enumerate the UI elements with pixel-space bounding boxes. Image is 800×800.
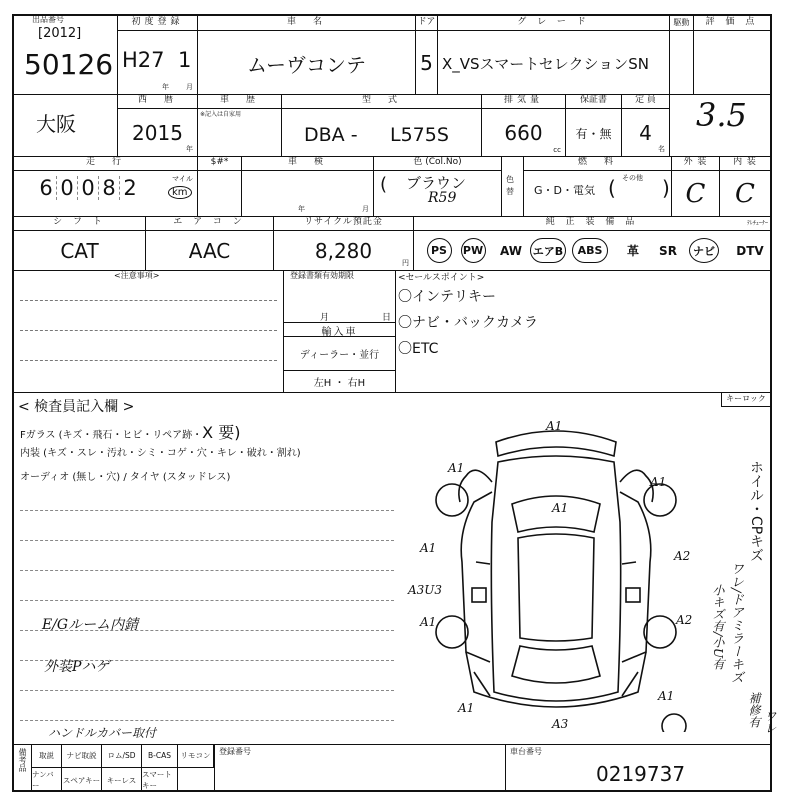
- damage-mark: A1: [552, 501, 569, 515]
- key-lock-label: キーロック: [726, 394, 766, 403]
- fuel-value: G・D・電気: [534, 184, 595, 197]
- warranty-value: 有・無: [575, 126, 612, 141]
- aircon-label: エ ア コ ン: [146, 216, 273, 231]
- inspection-month: 月: [362, 205, 369, 213]
- exterior-cell: [672, 156, 720, 216]
- western-year-unit: 年: [186, 145, 193, 153]
- interior-cell: [720, 156, 770, 216]
- row-mileage: [14, 156, 770, 217]
- model-prefix: DBA -: [304, 124, 358, 146]
- shift: CAT: [60, 239, 99, 263]
- damage-mark: A1: [650, 475, 667, 489]
- score-value: 3.5: [696, 96, 747, 134]
- history-note: ※記入は自家用: [200, 111, 242, 118]
- sales-label: <セールスポイント>: [398, 273, 485, 283]
- row-bottom: [14, 744, 770, 792]
- damage-mark: A2: [674, 549, 691, 563]
- fuel-paren-r: ): [662, 176, 670, 200]
- item-keyless: キーレス: [102, 768, 142, 792]
- fuel-label: 燃 料: [524, 156, 671, 171]
- capacity-unit: 名: [658, 145, 665, 153]
- damage-mark: A1: [658, 689, 675, 703]
- fuel-paren-l: (: [608, 176, 616, 200]
- reg-expiry-label: 登録書類有効期限: [290, 271, 354, 280]
- right-note-b: ワレ/ドアミラーキズ: [728, 562, 743, 684]
- bottom-header-cell: [14, 744, 32, 792]
- exterior-grade: C: [685, 179, 706, 209]
- handwritten-note-handle: ハンドルカバー取付: [48, 726, 157, 740]
- score-cell: [694, 16, 770, 94]
- color-code: R59: [428, 190, 457, 206]
- color-change-cell: [502, 156, 524, 216]
- western-year-cell: [118, 94, 198, 156]
- history-label: 車 歴: [198, 94, 281, 109]
- right-note-a: ホイル・CPキズ: [748, 460, 764, 563]
- model-cell: [282, 94, 482, 156]
- fuel-cell: [524, 156, 672, 216]
- row-equipment: [14, 216, 770, 271]
- auction-sheet: [12, 14, 777, 792]
- equip-navi: ナビ: [686, 231, 722, 270]
- tuner-label: ﾃﾚﾁｭｰﾅｰ: [746, 220, 768, 227]
- inspector-area: [14, 392, 777, 745]
- equip-dtv: DTV: [736, 243, 764, 258]
- inspection-cell: [242, 156, 374, 216]
- damage-mark: A1: [420, 541, 437, 555]
- location-cell: [14, 94, 118, 156]
- grade-cell: [438, 16, 670, 94]
- grade: X_VSスマートセレクションSN: [442, 54, 649, 73]
- item-bcas: B-CAS: [142, 744, 178, 768]
- caution-cell: [14, 270, 284, 392]
- color-change-label: 色替: [506, 175, 514, 196]
- reg-month: 月: [320, 313, 330, 323]
- item-navi-manual: ナビ取説: [62, 744, 102, 768]
- mileage-mile: マイル: [172, 175, 193, 183]
- mileage-cell: [14, 156, 198, 216]
- drive-cell: [670, 16, 694, 94]
- import-label: 輸入車: [321, 327, 358, 338]
- item-remote: リモコン: [178, 744, 214, 768]
- model-code: L575S: [390, 124, 449, 146]
- caution-label: <注意事項>: [114, 271, 160, 280]
- recycle-label: リサイクル預託金: [274, 216, 413, 231]
- capacity-cell: [622, 94, 670, 156]
- damage-mark: A1: [420, 615, 437, 629]
- yen-unit: 円: [402, 259, 409, 267]
- sharp-cell: [198, 156, 242, 216]
- fglass-mark: X 要): [202, 423, 241, 442]
- lot-cell: [14, 16, 118, 94]
- equip-pw: PW: [456, 231, 490, 270]
- row-spec: [14, 94, 770, 157]
- displacement-cell: [482, 94, 566, 156]
- equip-abs: ABS: [570, 231, 610, 270]
- car-name-label: 車 名: [198, 16, 415, 31]
- color-paren: (: [380, 174, 388, 195]
- equip-ps: PS: [424, 231, 454, 270]
- aircon: AAC: [188, 239, 231, 263]
- mileage-km: km: [168, 186, 192, 199]
- equipment-label: 純 正 装 備 品: [414, 216, 770, 231]
- car-diagram: [406, 392, 706, 732]
- equipment-list: [414, 231, 770, 270]
- year-bracket: [2012]: [38, 26, 82, 41]
- right-note-e: 補修有: [747, 692, 761, 728]
- western-year-label: 西 暦: [118, 94, 197, 109]
- handwritten-note-paint: 外装Pハゲ: [44, 659, 110, 675]
- aircon-cell: [146, 216, 274, 270]
- inspector-title: < 検査員記入欄 >: [18, 399, 135, 415]
- reg-number-cell: [214, 744, 506, 792]
- inspector-line2: 内装 (キズ・スレ・汚れ・シミ・コゲ・穴・キレ・破れ・割れ): [20, 448, 301, 459]
- warranty-cell: [566, 94, 622, 156]
- equipment-cell: [414, 216, 770, 270]
- exterior-label: 外 装: [672, 156, 719, 171]
- dealer: ディーラー・並行: [299, 350, 380, 361]
- shift-label: シ フ ト: [14, 216, 145, 231]
- damage-mark: A1: [546, 419, 563, 433]
- shift-cell: [14, 216, 146, 270]
- score-label: 評 価 点: [694, 16, 770, 31]
- row-notes: [14, 270, 770, 393]
- item-rom-sd: ロム/SD: [102, 744, 142, 768]
- inspector-line1: [20, 420, 240, 443]
- chassis-label: 車台番号: [510, 747, 542, 756]
- door-label: ドア: [416, 16, 437, 31]
- inspection-year: 年: [298, 205, 305, 213]
- item-number: ナンバー: [32, 768, 62, 792]
- equip-aw: AW: [500, 243, 522, 258]
- damage-mark: A1: [458, 701, 475, 715]
- door-cell: [416, 16, 438, 94]
- chassis-cell: [506, 744, 770, 792]
- interior-label: 内 装: [720, 156, 770, 171]
- car-name: ムーヴコンテ: [247, 52, 366, 77]
- reg-number-label: 登録番号: [219, 747, 251, 756]
- capacity-label: 定 員: [622, 94, 669, 109]
- lot-number: 50126: [24, 48, 114, 81]
- mileage-label: 走 行: [14, 156, 197, 171]
- grade-label: グ レ ー ド: [438, 16, 669, 31]
- first-reg-label: 初度登録: [118, 16, 197, 31]
- first-reg-era: H27: [122, 48, 165, 72]
- chassis-number: 0219737: [596, 762, 686, 786]
- month-unit: 月: [186, 83, 193, 91]
- sales-cell: [396, 270, 770, 392]
- item-manual: 取説: [32, 744, 62, 768]
- recycle-cell: [274, 216, 414, 270]
- color-label: 色 (Col.No): [374, 156, 501, 171]
- right-note-d: ワレ: [763, 710, 777, 734]
- doors: 5: [420, 51, 433, 75]
- damage-mark: A2: [676, 613, 693, 627]
- drive-label: 駆動: [670, 16, 693, 31]
- recycle: 8,280: [314, 239, 373, 263]
- capacity: 4: [639, 121, 652, 145]
- item-smart-key: スマートキー: [142, 768, 178, 792]
- handwritten-note-engine: E/Gルーム内錆: [42, 617, 139, 633]
- right-note-c: 小キズ有/小U有: [711, 584, 725, 671]
- color-name: ブラウン: [406, 174, 467, 192]
- damage-mark: A1: [448, 461, 465, 475]
- mileage-digits: [36, 176, 140, 200]
- mileage-digit: 0: [57, 176, 78, 200]
- sales-point-2: 〇ナビ・バックカメラ: [398, 315, 538, 331]
- mileage-digit: 2: [123, 176, 137, 200]
- key-lock-box: [721, 392, 770, 407]
- handle: 左H ・ 右H: [313, 378, 366, 389]
- row-header: [14, 16, 770, 95]
- damage-mark: A3: [552, 717, 569, 731]
- equip-airbag: エアB: [528, 231, 568, 270]
- equip-leather: 革: [626, 244, 639, 258]
- bottom-header: 備考品: [18, 748, 27, 772]
- first-reg-cell: [118, 16, 198, 94]
- sharp-label: $#*: [198, 156, 241, 171]
- fglass-text: Fガラス (キズ・飛石・ヒビ・リペア跡・: [20, 430, 203, 441]
- inspection-label: 車 検: [242, 156, 373, 171]
- sales-point-3: 〇ETC: [398, 341, 439, 357]
- first-reg-month: 1: [178, 48, 192, 72]
- mileage-digit: 6: [36, 176, 57, 200]
- warranty-label: 保証書: [566, 94, 621, 109]
- damage-mark: A3U3: [408, 583, 443, 597]
- year-unit: 年: [162, 83, 169, 91]
- displacement-label: 排気量: [482, 94, 565, 109]
- western-year: 2015: [132, 121, 183, 145]
- cc-unit: cc: [553, 146, 561, 154]
- displacement: 660: [504, 121, 543, 145]
- history-cell: [198, 94, 282, 156]
- regdoc-cell: [284, 270, 396, 392]
- model-label: 型 式: [282, 94, 481, 109]
- lot-title: 出品番号: [32, 15, 64, 24]
- reg-day: 日: [381, 313, 391, 323]
- equip-sr: SR: [659, 243, 677, 258]
- car-name-cell: [198, 16, 416, 94]
- location: 大阪: [36, 112, 76, 136]
- color-cell: [374, 156, 502, 216]
- sales-point-1: 〇インテリキー: [398, 289, 496, 305]
- interior-grade: C: [735, 179, 755, 209]
- fuel-other: その他: [622, 174, 643, 182]
- mileage-digit: 8: [99, 176, 120, 200]
- inspector-line3: オーディオ (無し・穴) / タイヤ (スタッドレス): [20, 472, 231, 483]
- item-spare-key: スペアキー: [62, 768, 102, 792]
- mileage-digit: 0: [78, 176, 99, 200]
